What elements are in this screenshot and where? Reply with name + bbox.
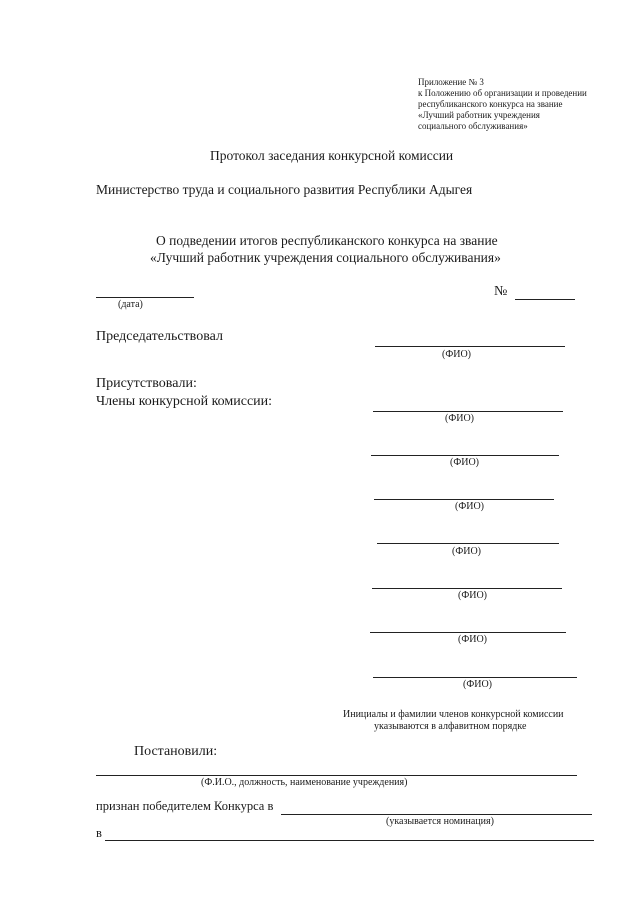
annex-line: Приложение № 3 <box>418 77 484 87</box>
decided-label: Постановили: <box>134 744 218 759</box>
ministry-name: Министерство труда и социального развития Республики Адыгея <box>96 182 473 197</box>
number-line <box>515 299 575 300</box>
member-signature-line <box>372 588 562 589</box>
in-label: в <box>96 826 102 840</box>
subject-line-1: О подведении итогов республиканского конкурса на звание <box>156 233 498 248</box>
fio-caption: (ФИО) <box>450 457 480 468</box>
members-note-line-2: указываются в алфавитном порядке <box>374 721 527 732</box>
annex-line: социального обслуживания» <box>418 121 528 131</box>
fio-caption: (ФИО) <box>455 501 485 512</box>
protocol-title: Протокол заседания конкурсной комиссии <box>210 148 454 163</box>
member-signature-line <box>373 411 563 412</box>
member-signature-line <box>370 632 566 633</box>
members-label: Члены конкурсной комиссии: <box>96 394 273 409</box>
present-label: Присутствовали: <box>96 376 197 391</box>
member-signature-line <box>371 455 559 456</box>
in-line <box>105 840 594 841</box>
chair-signature-line <box>375 346 565 347</box>
date-line <box>96 297 194 298</box>
fio-caption: (ФИО) <box>463 679 493 690</box>
fio-caption: (ФИО) <box>442 349 472 360</box>
winner-line <box>96 775 577 776</box>
nomination-line <box>281 814 592 815</box>
date-caption: (дата) <box>118 299 143 310</box>
fio-caption: (ФИО) <box>458 590 488 601</box>
fio-caption: (ФИО) <box>452 546 482 557</box>
members-note-line-1: Инициалы и фамилии членов конкурсной комиссии <box>343 709 564 720</box>
member-signature-line <box>374 499 554 500</box>
number-label: № <box>494 284 508 299</box>
subject-line-2: «Лучший работник учреждения социального обслуживания» <box>150 250 501 265</box>
member-signature-line <box>377 543 559 544</box>
fio-caption: (ФИО) <box>445 413 475 424</box>
annex-line: республиканского конкурса на звание <box>418 99 563 109</box>
recognized-label: признан победителем Конкурса в <box>96 799 274 813</box>
member-signature-line <box>373 677 577 678</box>
annex-line: «Лучший работник учреждения <box>418 110 540 120</box>
winner-caption: (Ф.И.О., должность, наименование учреждения) <box>201 777 408 788</box>
annex-line: к Положению об организации и проведении <box>418 88 587 98</box>
nomination-caption: (указывается номинация) <box>386 816 494 827</box>
fio-caption: (ФИО) <box>458 634 488 645</box>
chaired-label: Председательствовал <box>96 329 223 344</box>
